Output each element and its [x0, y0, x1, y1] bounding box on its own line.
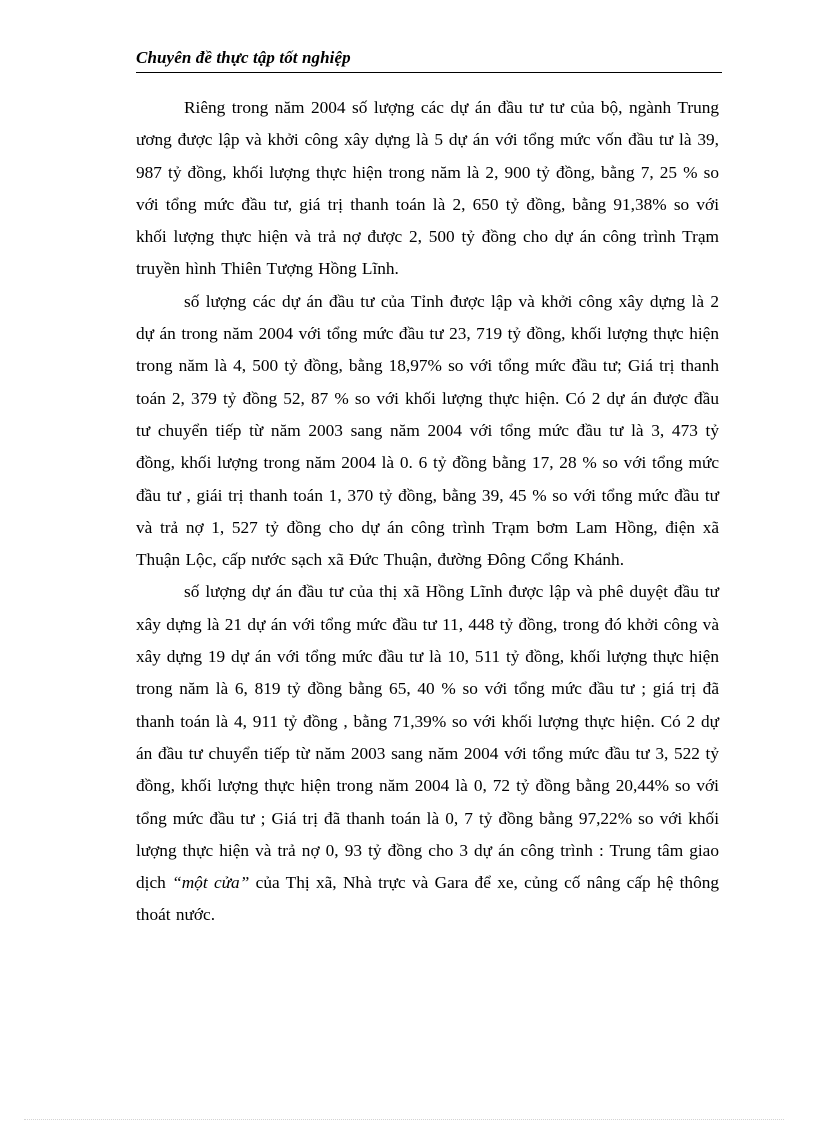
page-header-title: Chuyên đề thực tập tốt nghiệp — [136, 48, 351, 67]
paragraph-town-text-before-quote: số lượng dự án đầu tư của thị xã Hồng Lĩnh được lập và phê duyệt đầu tư xây dựng là 21 dự án với tổng mức đầu tư 11, 448 tỷ đồng, trong đó khởi công và xây dựng 19 dự án với tổng mức đầu tư là 10, 511 tỷ đồng, khối lượng thực hiện trong năm là 6, 819 tỷ đồng bằng 65, 40 % so với tổng mức đầu tư ; giá trị đã thanh toán là 4, 911 tỷ đồng , bằng 71,39% so với khối lượng thực hiện. Có 2 dự án đầu tư chuyển tiếp từ năm 2003 sang năm 2004 với tổng mức đầu tư 3, 522 tỷ đồng, khối lượng thực hiện trong năm 2004 là 0, 72 tỷ đồng bằng 20,44% so với tổng mức đầu tư ; Giá trị đã thanh toán là 0, 7 tỷ đồng bằng 97,22% so với khối lượng thực hiện và trả nợ 0, 93 tỷ đồng cho 3 dự án công trình : Trung tâm giao dịch — [136, 582, 719, 893]
paragraph-town-quote: “một cửa” — [172, 873, 250, 893]
page-header — [136, 46, 722, 73]
page-bottom-divider — [24, 1119, 784, 1120]
paragraph-town-text-after-quote: của Thị xã, Nhà trực và Gara để xe, củng cố nâng cấp hệ thông thoát nước. — [136, 873, 719, 925]
document-body — [136, 92, 719, 932]
paragraph-ministry-projects: Riêng trong năm 2004 số lượng các dự án đầu tư tư của bộ, ngành Trung ương được lập và khởi công xây dựng là 5 dự án với tổng mức vốn đầu tư là 39, 987 tỷ đồng, khối lượng thực hiện trong năm là 2, 900 tỷ đồng, bằng 7, 25 % so với tổng mức đầu tư, giá trị thanh toán là 2, 650 tỷ đồng, bằng 91,38% so với khối lượng thực hiện và trả nợ được 2, 500 tỷ đồng cho dự án công trình Trạm truyền hình Thiên Tượng Hồng Lĩnh. — [136, 98, 719, 279]
paragraph-province-projects: số lượng các dự án đầu tư của Tỉnh được lập và khởi công xây dựng là 2 dự án trong năm 2004 với tổng mức đầu tư 23, 719 tỷ đồng, khối lượng thực hiện trong năm là 4, 500 tỷ đồng, bằng 18,97% so với tổng mức đầu tư; Giá trị thanh toán 2, 379 tỷ đồng 52, 87 % so với khối lượng thực hiện. Có 2 dự án được đầu tư chuyển tiếp từ năm 2003 sang năm 2004 với tổng mức đầu tư là 3, 473 tỷ đồng, khối lượng trong năm 2004 là 0. 6 tỷ đồng bằng 17, 28 % so với tổng mức đầu tư , giái trị thanh toán 1, 370 tỷ đồng, bằng 39, 45 % so với tổng mức đầu tư và trả nợ 1, 527 tỷ đồng cho dự án công trình Trạm bơm Lam Hồng, điện xã Thuận Lộc, cấp nước sạch xã Đức Thuận, đường Đông Cổng Khánh. — [136, 291, 719, 570]
paragraph-town-projects — [136, 576, 719, 931]
